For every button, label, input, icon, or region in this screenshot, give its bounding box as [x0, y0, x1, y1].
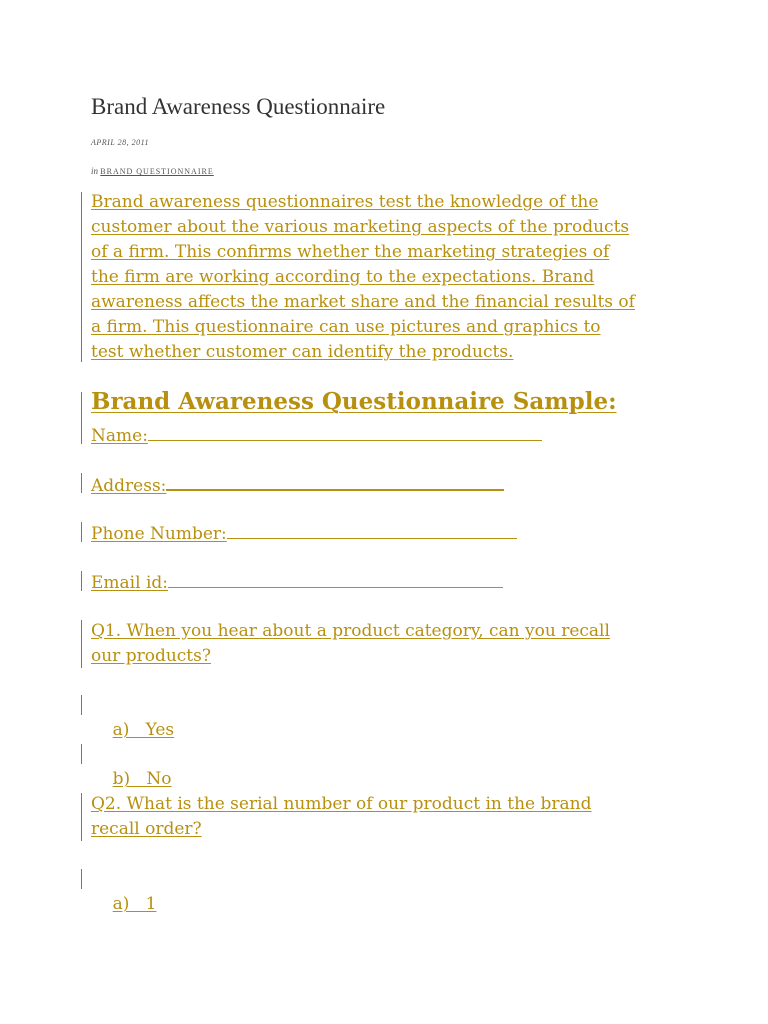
question-1-line[interactable]: Q1. When you hear about a product category, can you recall — [91, 621, 610, 641]
quote-bar — [81, 695, 82, 715]
option-label[interactable]: a) 1 — [112, 894, 157, 914]
email-field[interactable] — [91, 569, 503, 596]
category-prefix: in — [91, 166, 99, 176]
intro-line[interactable]: awareness affects the market share and the financial results of — [91, 292, 635, 312]
quote-bar — [81, 744, 82, 764]
intro-paragraph[interactable] — [91, 190, 691, 365]
intro-line[interactable]: the firm are working according to the expectations. Brand — [91, 267, 595, 287]
option-label[interactable]: a) Yes — [112, 720, 175, 740]
email-blank[interactable] — [168, 569, 503, 588]
email-label: Email id: — [91, 573, 168, 593]
phone-blank[interactable] — [227, 520, 517, 539]
question-1-line[interactable]: our products? — [91, 646, 211, 666]
sample-heading[interactable]: Brand Awareness Questionnaire Sample: — [91, 388, 617, 415]
quote-bar — [81, 392, 82, 444]
intro-line[interactable]: of a firm. This confirms whether the marketing strategies of — [91, 242, 610, 262]
address-field[interactable] — [91, 471, 504, 499]
question-2[interactable] — [91, 792, 591, 842]
question-2-line[interactable]: Q2. What is the serial number of our product in the brand — [91, 794, 592, 814]
quote-bar — [81, 793, 82, 841]
quote-bar — [81, 869, 82, 889]
intro-line[interactable]: a firm. This questionnaire can use pictures and graphics to — [91, 317, 601, 337]
quote-bar — [81, 192, 82, 362]
name-field[interactable] — [91, 422, 542, 449]
intro-line[interactable]: customer about the various marketing aspects of the products — [91, 217, 630, 237]
page-title: Brand Awareness Questionnaire — [91, 94, 386, 119]
quote-bar — [81, 522, 82, 542]
question-2-line[interactable]: recall order? — [91, 819, 202, 839]
post-date: APRIL 28, 2011 — [91, 138, 150, 147]
intro-line[interactable]: test whether customer can identify the products. — [91, 342, 514, 362]
name-blank[interactable] — [148, 422, 542, 441]
address-label: Address: — [91, 476, 167, 496]
phone-field[interactable] — [91, 520, 517, 547]
category-line — [91, 166, 214, 176]
quote-bar — [81, 473, 82, 493]
quote-bar — [81, 620, 82, 668]
category-link[interactable]: BRAND QUESTIONNAIRE — [100, 167, 214, 176]
phone-label: Phone Number: — [91, 524, 227, 544]
address-blank[interactable] — [166, 471, 504, 491]
name-label: Name: — [91, 426, 148, 446]
question-1[interactable] — [91, 619, 610, 669]
quote-bar — [81, 571, 82, 591]
q2-option-a[interactable] — [91, 867, 156, 942]
option-label[interactable]: b) No — [112, 769, 172, 789]
intro-line[interactable]: Brand awareness questionnaires test the knowledge of the — [91, 192, 599, 212]
